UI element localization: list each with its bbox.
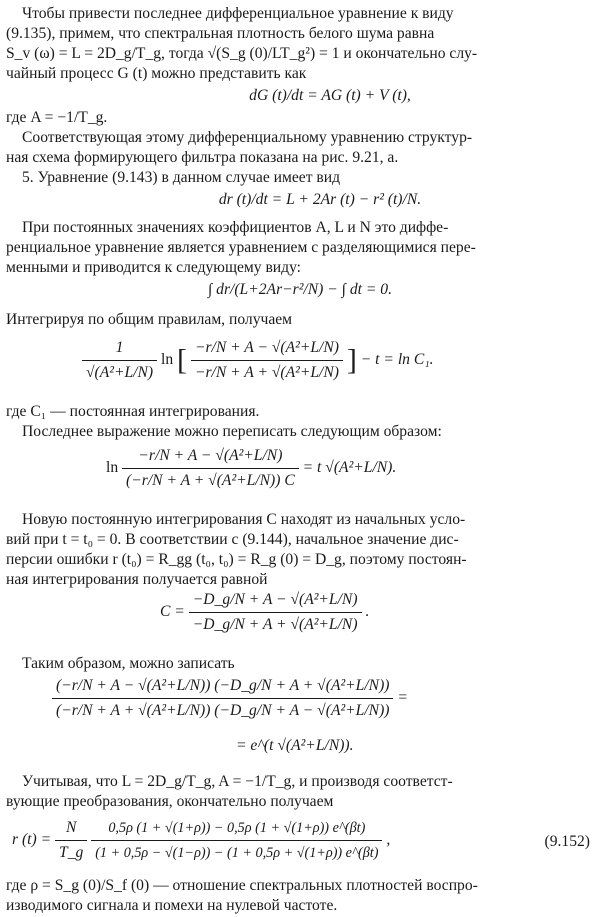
fraction-numerator: −r/N + A − √(A²+L/N) <box>122 446 299 469</box>
fraction-denominator: √(A²+L/N) <box>86 364 154 381</box>
fraction-numerator: −D_g/N + A − √(A²+L/N) <box>189 590 362 613</box>
text-line: Учитывая, что L = 2D_g/T_g, A = −1/T_g, и производя соответст- <box>22 773 453 790</box>
formula-integral: ∫ dr/(L+2Ar−r²/N) − ∫ dt = 0. <box>208 281 392 298</box>
equation-number: (9.152) <box>544 833 590 850</box>
fraction-denominator: (−r/N + A + √(A²+L/N)) (−D_g/N + A − √(A²+L/N)) <box>56 702 390 719</box>
text-line: ная интегрирования получается равной <box>6 571 268 588</box>
text-line: 5. Уравнение (9.143) в данном случае имеет вид <box>22 169 341 186</box>
fraction-main <box>189 590 362 635</box>
fraction-coef <box>82 338 157 383</box>
ln-operator: ln <box>160 351 174 369</box>
text-line: ная схема формирующего фильтра показана на рис. 9.21, а. <box>6 149 399 166</box>
formula-rhs: = t √(A²+L/N). <box>302 459 397 477</box>
fraction-main <box>122 446 299 491</box>
text-line: Таким образом, можно записать <box>22 655 235 672</box>
ln-operator: ln <box>106 459 119 477</box>
text-line: Последнее выражение можно переписать следующим образом: <box>22 423 442 440</box>
fraction-main <box>91 818 382 863</box>
text-line: При постоянных значениях коэффициентов A, L и N это диффе- <box>22 219 449 236</box>
text-line: где C₁ — постоянная интегрирования. <box>6 403 260 420</box>
text-line: Интегрируя по общим правилам, получаем <box>6 311 293 328</box>
fraction-numerator: 0,5ρ (1 + √(1+ρ)) − 0,5ρ (1 + √(1+ρ)) e^(βt) <box>91 818 382 841</box>
fraction-numerator: N <box>55 818 87 841</box>
fraction-coef <box>55 818 87 863</box>
formula-integrated: $\frac{1}{\text{√(A²+L/N)}}$ ln [ $\frac{\text{−r/N + A − √(A²+L/N)}}{\text{−r/N + A + √(A²+L/N)}}$ ] − t = ln C₁. <box>82 338 434 383</box>
text-line: S_v (ω) = L = 2D_g/T_g, тогда √(S_g (0)/LT_g²) = 1 и окончательно слу- <box>6 45 478 62</box>
text-line: вующие преобразования, окончательно получаем <box>6 793 334 810</box>
formula-dr: dr (t)/dt = L + 2Ar (t) − r² (t)/N. <box>218 191 422 208</box>
formula-rewritten <box>106 446 396 491</box>
fraction-denominator: T_g <box>59 844 84 861</box>
fraction-numerator: 1 <box>82 338 157 361</box>
text-line: (9.135), примем, что спектральная плотность белого шума равна <box>6 25 435 42</box>
text-line: изводимого сигнала и помехи на нулевой частоте. <box>6 897 338 914</box>
formula-lhs: r (t) = <box>12 831 52 849</box>
text-line: Чтобы привести последнее дифференциальное уравнение к виду <box>22 5 454 22</box>
fraction-numerator: (−r/N + A − √(A²+L/N)) (−D_g/N + A + √(A²+L/N)) <box>52 676 393 699</box>
fraction-denominator: (1 + 0,5ρ − √(1−ρ)) − (1 + 0,5ρ + √(1+ρ)) e^(βt) <box>95 845 379 861</box>
formula-dG: dG (t)/dt = AG (t) + V (t), <box>249 87 411 104</box>
formula-end: . <box>365 603 370 621</box>
fraction-denominator: −r/N + A + √(A²+L/N) <box>194 364 339 381</box>
formula-equals: = <box>397 689 408 707</box>
text-line: менными и приводится к следующему виду: <box>6 259 302 276</box>
text-line: ренциальное уравнение является уравнением с разделяющимися пере- <box>6 239 476 256</box>
formula-result <box>12 818 390 863</box>
text-line: вий при t = t₀ = 0. В соответствии с (9.144), начальное значение дис- <box>6 531 459 548</box>
text-line: где A = −1/T_g. <box>6 109 108 126</box>
fraction-main <box>52 676 393 721</box>
text-line: где ρ = S_g (0)/S_f (0) — отношение спектральных плотностей воспро- <box>6 877 478 894</box>
formula-rhs: − t = ln C₁. <box>360 351 434 369</box>
fraction-main <box>191 338 343 383</box>
fraction-denominator: (−r/N + A + √(A²+L/N)) C <box>126 472 295 489</box>
formula-combined <box>52 676 408 721</box>
text-line: чайный процесс G (t) можно представить как <box>6 65 307 82</box>
formula-comma: , <box>386 831 391 849</box>
text-line: Соответствующая этому дифференциальному уравнению структур- <box>22 129 473 146</box>
fraction-numerator: −r/N + A − √(A²+L/N) <box>191 338 343 361</box>
formula-lhs: C = <box>160 603 185 621</box>
formula-exponent: = e^(t √(A²+L/N)). <box>236 737 354 754</box>
text-line: персии ошибки r (t₀) = R_gg (t₀, t₀) = R_g (0) = D_g, поэтому постоян- <box>6 551 467 568</box>
text-line: Новую постоянную интегрирования C находят из начальных усло- <box>22 511 466 528</box>
formula-constant <box>160 590 369 635</box>
fraction-denominator: −D_g/N + A + √(A²+L/N) <box>192 616 358 633</box>
